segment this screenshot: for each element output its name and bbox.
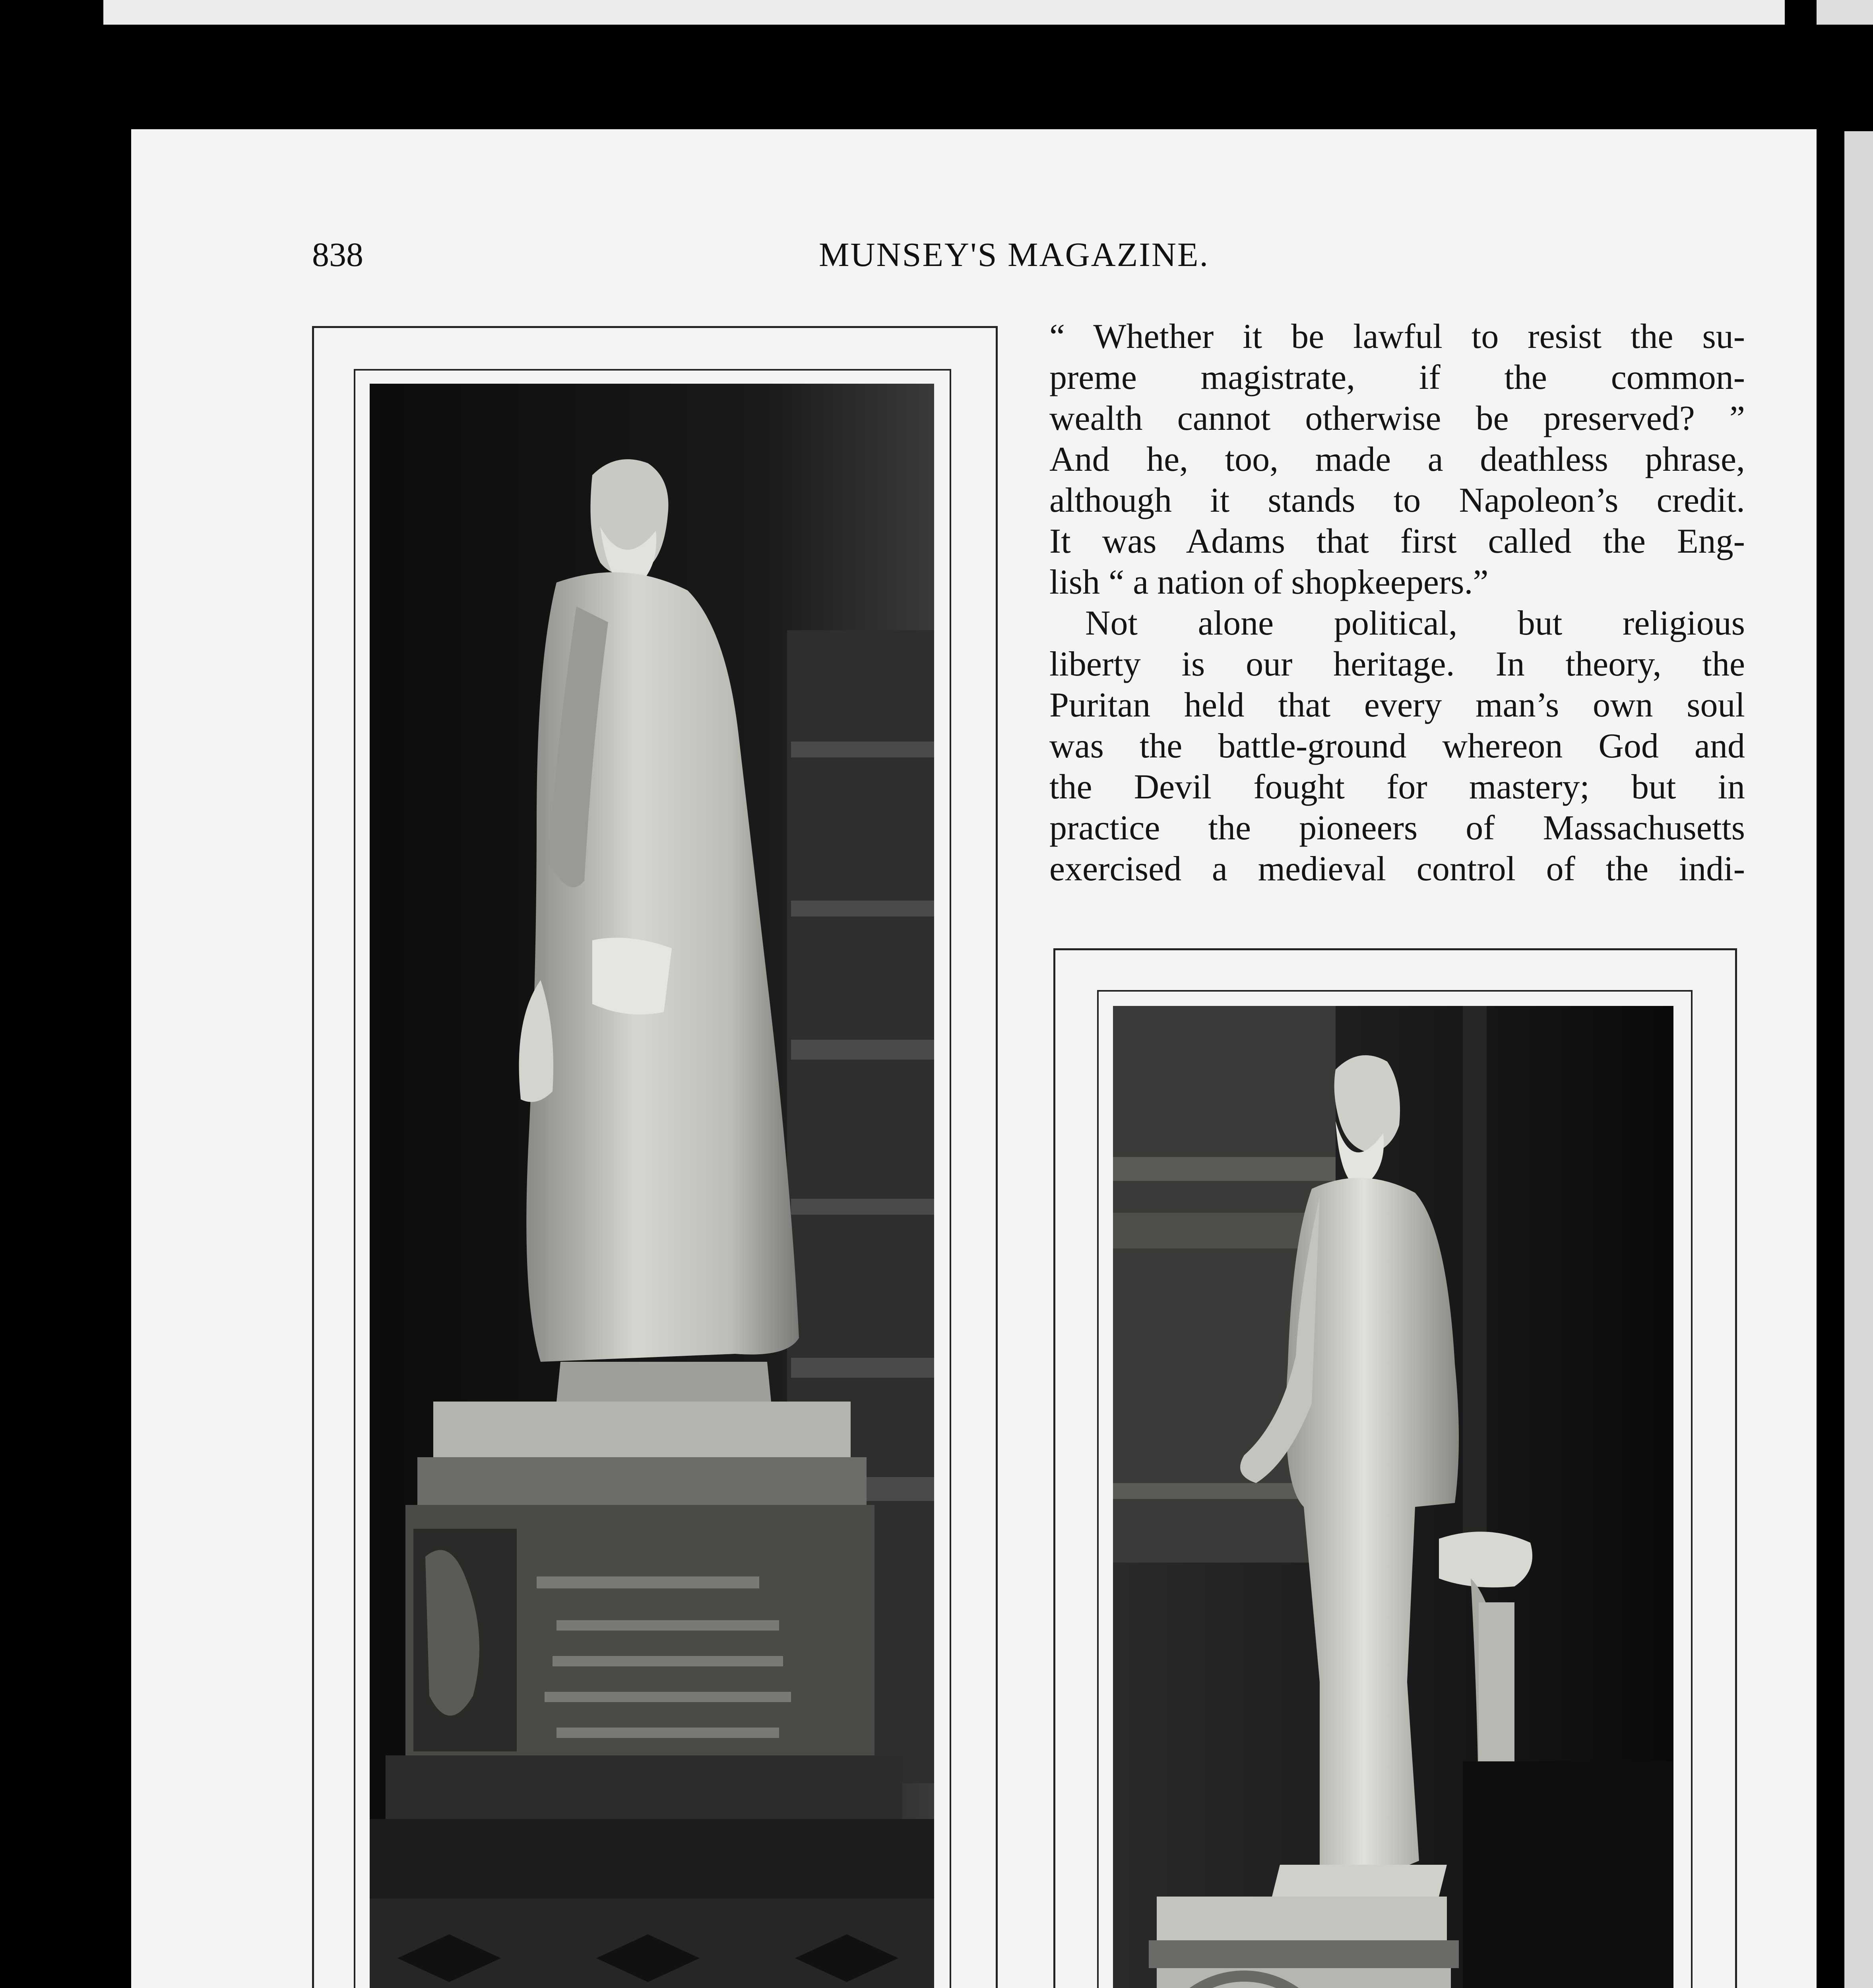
text-line: It was Adams that first called the Eng- (1049, 522, 1745, 561)
text-line: the Devil fought for mastery; but in (1049, 768, 1745, 806)
text-line: although it stands to Napoleon’s credit. (1049, 481, 1745, 520)
page-header (312, 235, 1743, 282)
text-line: preme magistrate, if the common- (1049, 358, 1745, 397)
text-line: And he, too, made a deathless phrase, (1049, 440, 1745, 479)
text-line: “ Whether it be lawful to resist the su- (1049, 317, 1745, 356)
right-column-text (1049, 316, 1745, 889)
magazine-title: MUNSEY'S MAGAZINE. (819, 235, 1210, 274)
text-line: exercised a medieval control of the indi- (1049, 850, 1745, 888)
text-line: Not alone political, but religious (1085, 604, 1745, 643)
previous-page-edge (103, 0, 1785, 25)
page-number: 838 (312, 235, 363, 274)
text-line: practice the pioneers of Massachusetts (1049, 809, 1745, 847)
text-line: liberty is our heritage. In theory, the (1049, 645, 1745, 683)
text-line: lish “ a nation of shopkeepers.” (1049, 563, 1489, 602)
text-line: was the battle-ground whereon God and (1049, 727, 1745, 765)
previous-page-edge-right (1817, 0, 1873, 25)
text-line: wealth cannot otherwise be preserved? ” (1049, 399, 1745, 438)
morton-statue-photo (1113, 1006, 1673, 1988)
text-line: Puritan held that every man’s own soul (1049, 686, 1745, 724)
marquette-statue-photo (370, 384, 934, 1988)
page-stack-edge (1844, 131, 1873, 1988)
